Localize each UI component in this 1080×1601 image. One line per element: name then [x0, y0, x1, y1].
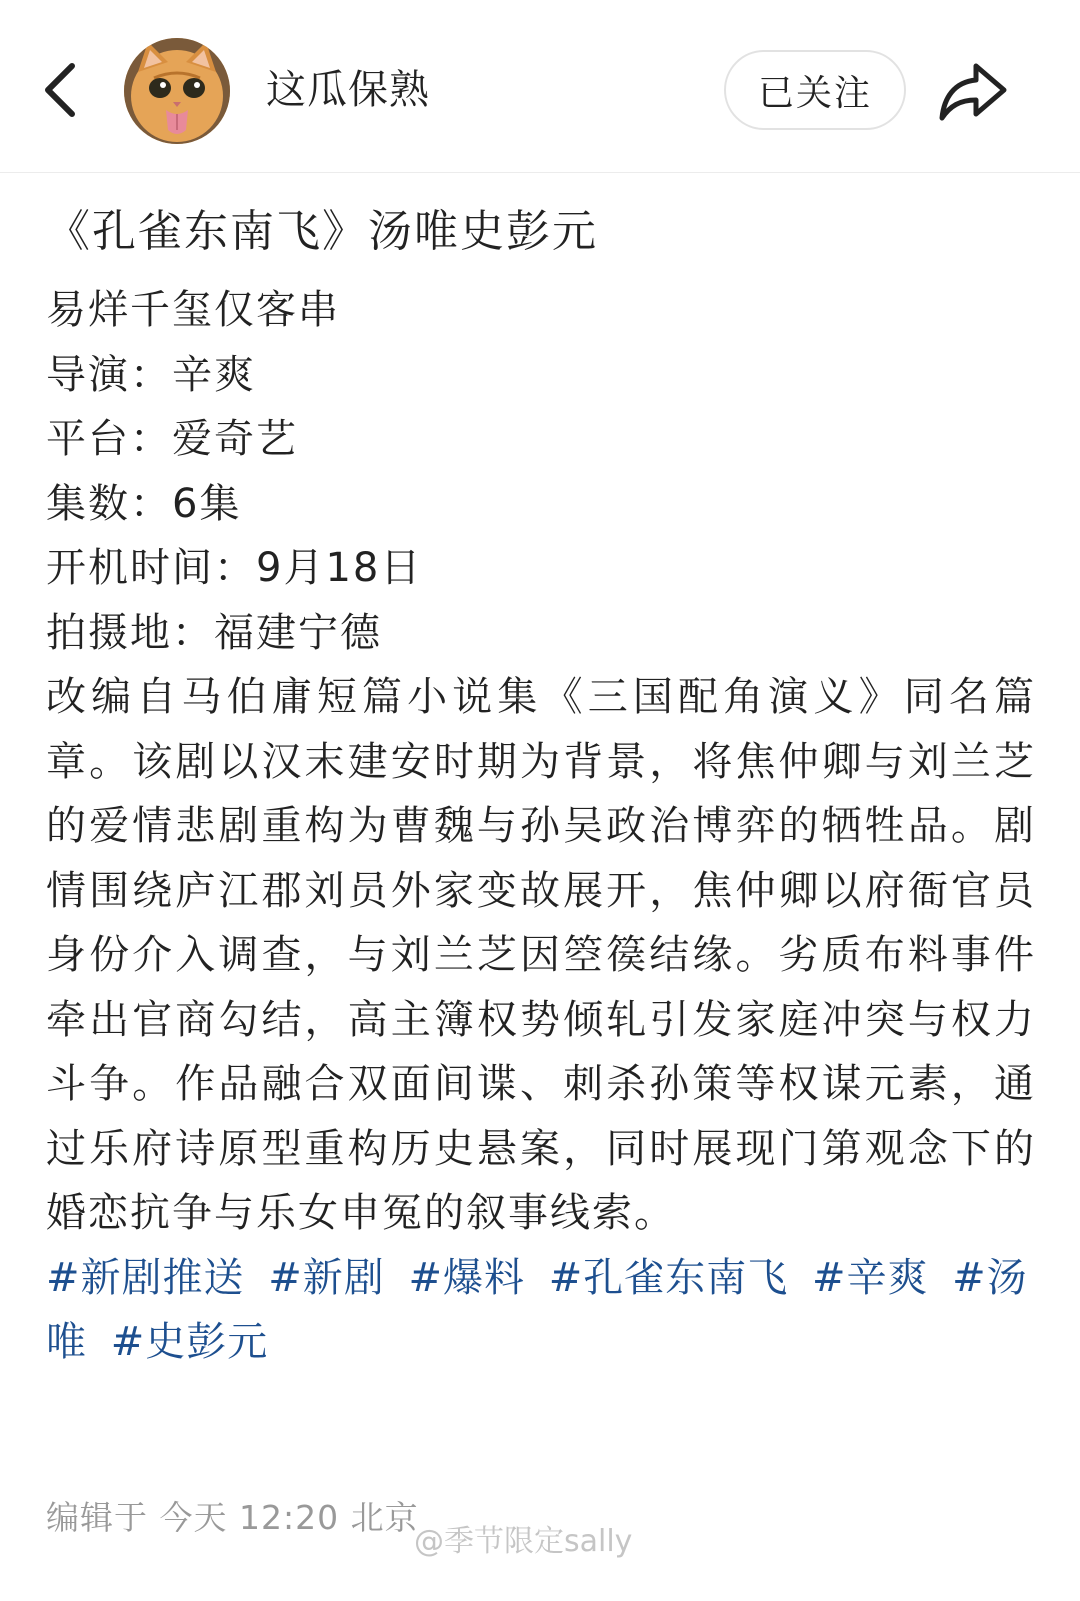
- hashtag[interactable]: #辛爽: [811, 1254, 929, 1301]
- hashtag-list: [46, 1246, 1036, 1375]
- back-button[interactable]: [38, 58, 88, 122]
- top-bar: [0, 0, 1080, 173]
- info-line-location: 拍摄地：福建宁德: [46, 609, 382, 656]
- follow-button[interactable]: 已关注: [724, 50, 906, 130]
- share-button[interactable]: [936, 56, 1010, 128]
- username[interactable]: 这瓜保熟: [266, 67, 430, 113]
- hashtag[interactable]: #史彭元: [110, 1319, 269, 1365]
- hashtag[interactable]: #爆料: [408, 1254, 525, 1301]
- info-line-start-date: 开机时间：9月18日: [46, 545, 423, 591]
- info-line-episodes: 集数：6集: [46, 480, 242, 527]
- edit-timestamp: 编辑于 今天 12:20 北京: [46, 1498, 419, 1537]
- hashtag[interactable]: #汤唯: [46, 1254, 1028, 1365]
- watermark: @季节限定sally: [414, 1524, 633, 1559]
- info-line-platform: 平台：爱奇艺: [46, 416, 298, 462]
- hashtag[interactable]: #孔雀东南飞: [548, 1254, 789, 1301]
- post-title: 《孔雀东南飞》汤唯史彭元: [46, 206, 598, 257]
- post-body: [46, 196, 1036, 1375]
- avatar[interactable]: [124, 38, 230, 144]
- info-line-director: 导演：辛爽: [46, 351, 256, 398]
- info-line-cameo: 易烊千玺仅客串: [46, 287, 340, 333]
- share-arrow-icon: [936, 56, 1010, 128]
- cat-avatar-icon: [124, 38, 230, 144]
- chevron-left-icon: [38, 58, 88, 122]
- hashtag[interactable]: #新剧推送: [46, 1254, 245, 1301]
- post-description: 改编自马伯庸短篇小说集《三国配角演义》同名篇章。该剧以汉末建安时期为背景，将焦仲卿与刘兰芝的爱情悲剧重构为曹魏与孙吴政治博弈的牺牲品。剧情围绕庐江郡刘员外家变故展开，焦仲卿以府衙官员身份介入调查，与刘兰芝因箜篌结缘。劣质布料事件牵出官商勾结，高主簿权势倾轧引发家庭冲突与权力斗争。作品融合双面间谍、刺杀孙策等权谋元素，通过乐府诗原型重构历史悬案，同时展现门第观念下的婚恋抗争与乐女申冤的叙事线索。: [46, 674, 1036, 1236]
- hashtag[interactable]: #新剧: [268, 1254, 385, 1301]
